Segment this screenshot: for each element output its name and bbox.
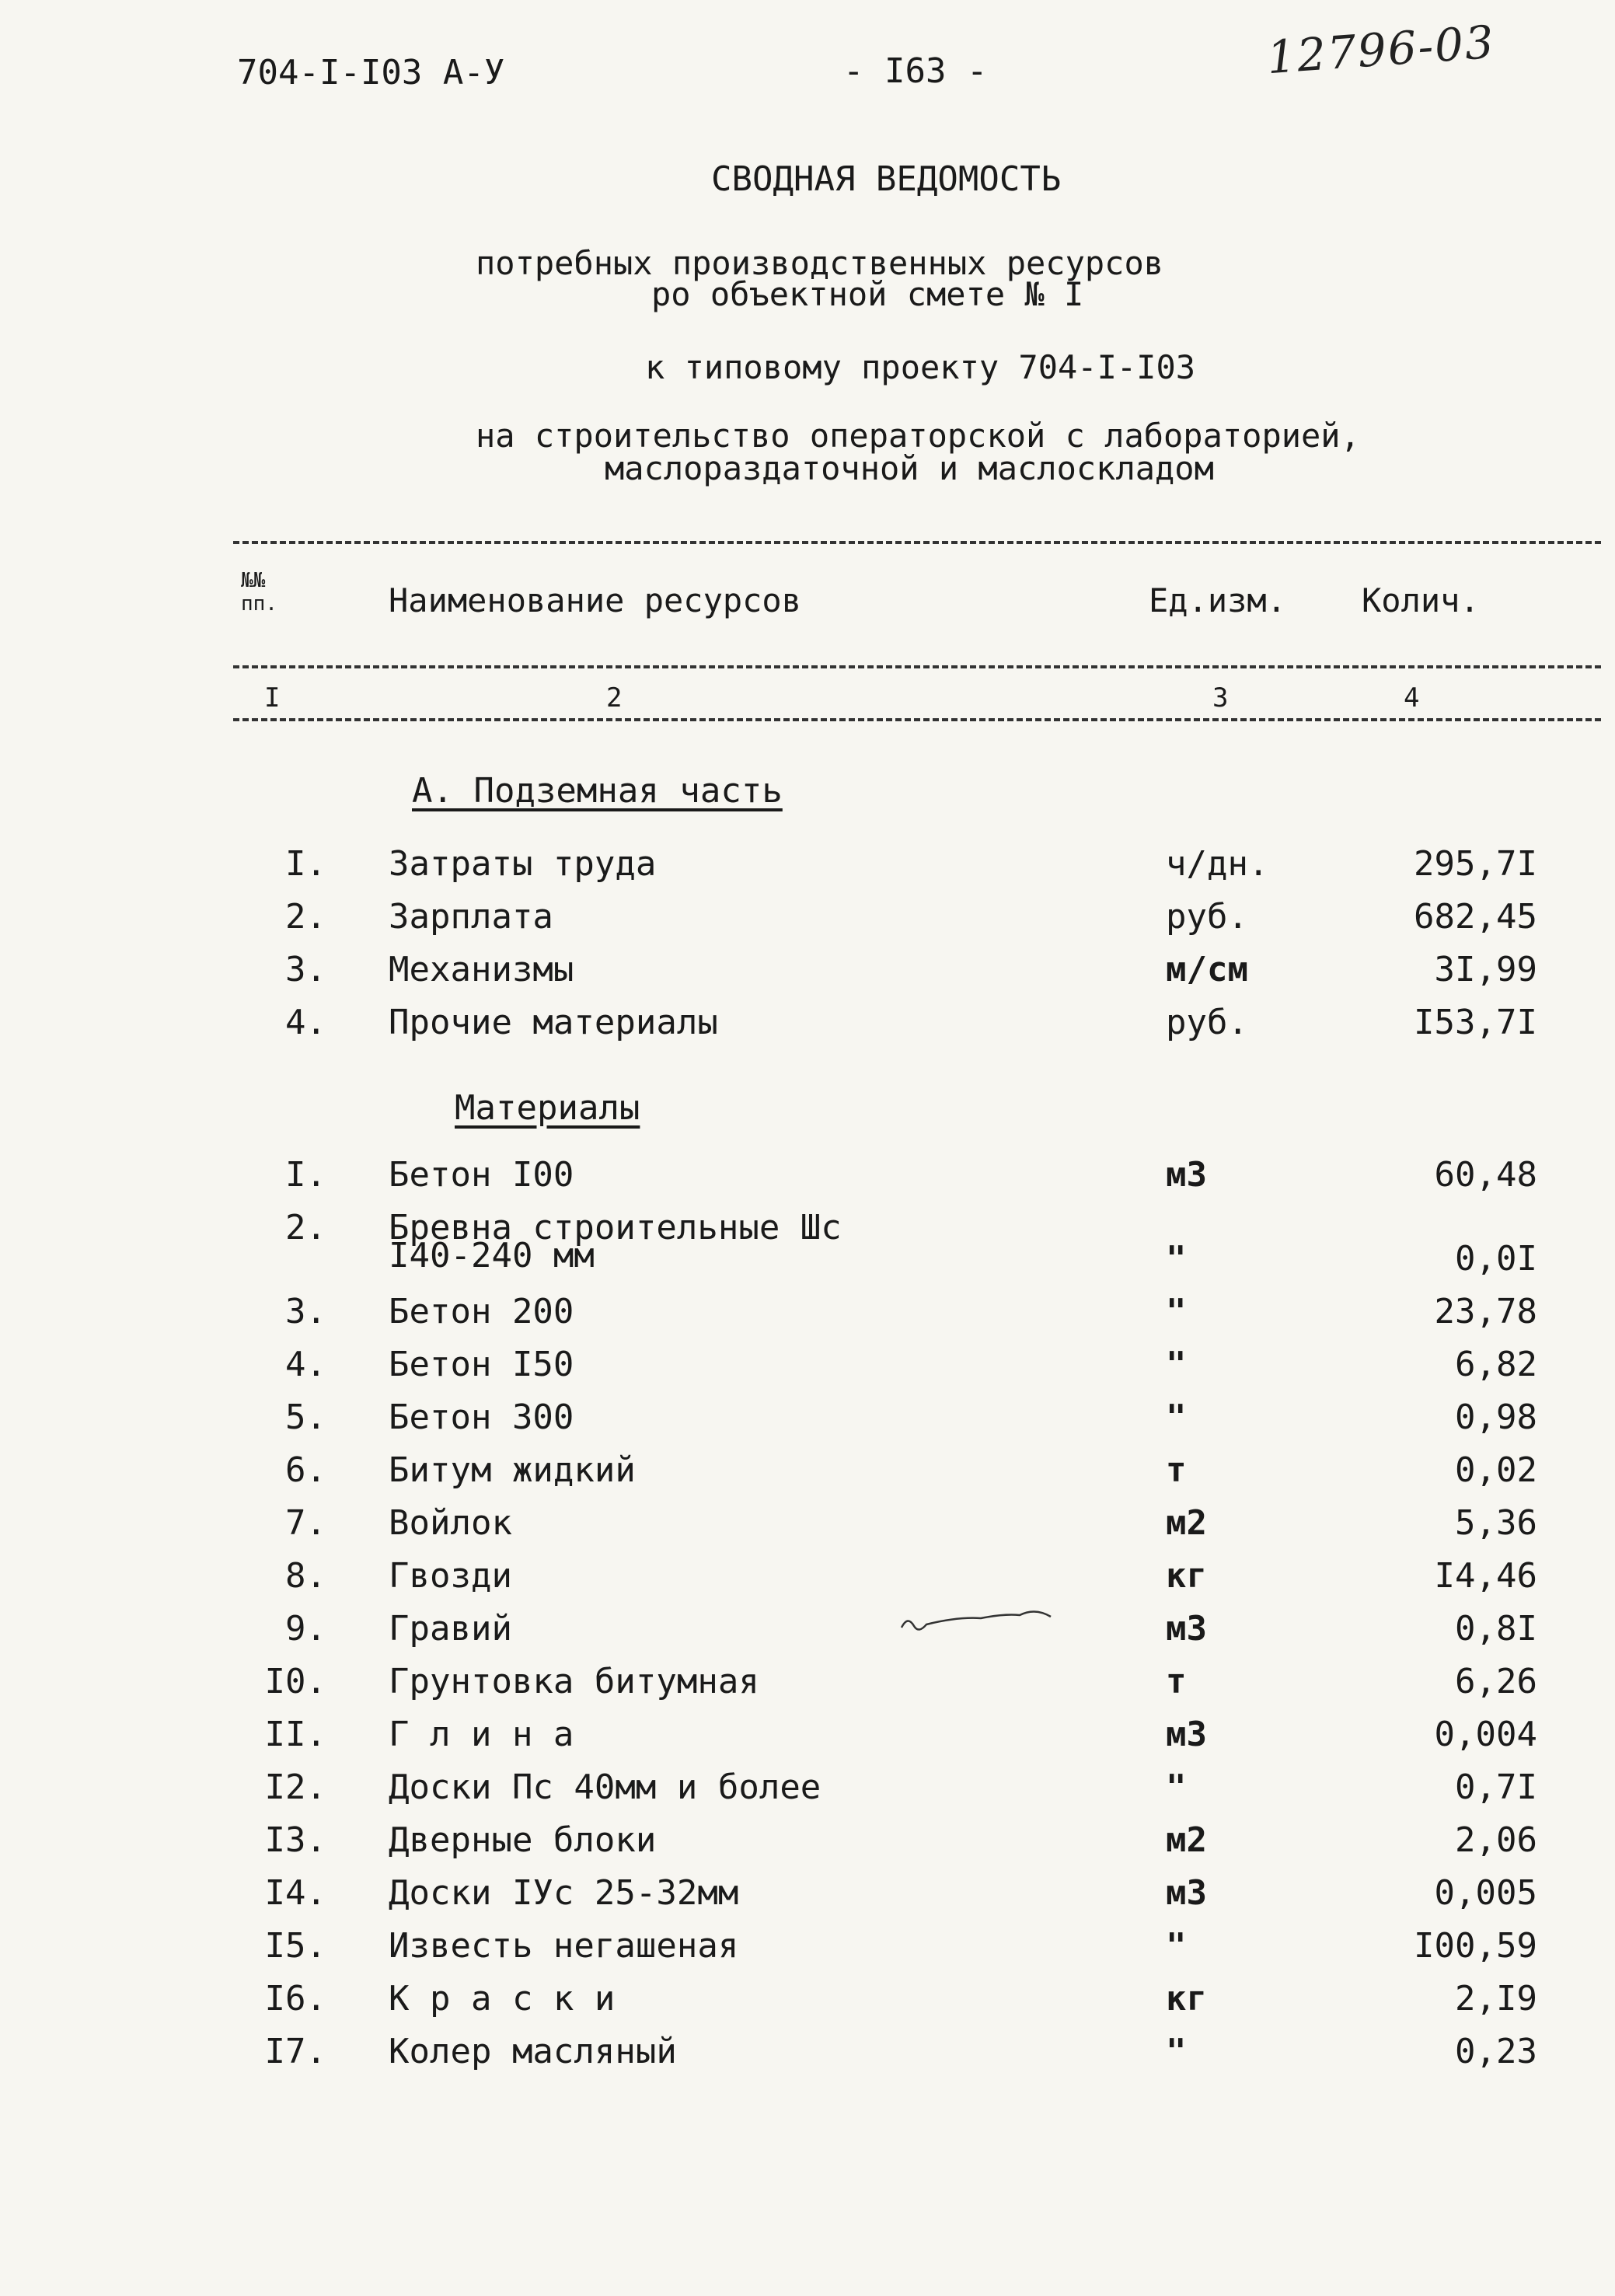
table-row bbox=[0, 1609, 1615, 1656]
resource-name: Зарплата bbox=[389, 897, 553, 937]
materials-title: Материалы bbox=[455, 1088, 640, 1128]
resource-name: Гравий bbox=[389, 1609, 512, 1649]
unit: кг bbox=[1166, 1556, 1207, 1596]
table-row bbox=[0, 1556, 1615, 1603]
row-number: I. bbox=[285, 844, 326, 884]
header-rule-bottom bbox=[233, 718, 1601, 721]
header-qty: Колич. bbox=[1362, 581, 1480, 619]
header-unit: Ед.изм. bbox=[1149, 581, 1287, 619]
resource-name: Известь негашеная bbox=[389, 1926, 739, 1966]
quantity: 0,005 bbox=[1434, 1873, 1537, 1913]
resource-name: К р а с к и bbox=[389, 1979, 616, 2019]
table-row bbox=[0, 1767, 1615, 1814]
quantity: 60,48 bbox=[1434, 1155, 1537, 1195]
resource-name: Г л и н а bbox=[389, 1715, 574, 1754]
title-line-2: ро объектной смете № I bbox=[651, 275, 1084, 313]
unit: м3 bbox=[1166, 1609, 1207, 1649]
resource-name: Войлок bbox=[389, 1503, 512, 1543]
handwritten-number: 12796-03 bbox=[1264, 15, 1497, 85]
header-rule-middle bbox=[233, 665, 1601, 668]
quantity: 0,23 bbox=[1455, 2032, 1537, 2071]
unit: м3 bbox=[1166, 1873, 1207, 1913]
table-row bbox=[0, 897, 1615, 944]
table-row bbox=[0, 1503, 1615, 1550]
quantity: 2,06 bbox=[1455, 1820, 1537, 1860]
unit: ч/дн. bbox=[1166, 844, 1269, 884]
unit: " bbox=[1166, 2032, 1187, 2071]
table-row bbox=[0, 2032, 1615, 2078]
resource-name: Гвозди bbox=[389, 1556, 512, 1596]
table-row bbox=[0, 1292, 1615, 1338]
table-row bbox=[0, 1397, 1615, 1444]
header-rule-top bbox=[233, 541, 1601, 544]
unit: кг bbox=[1166, 1979, 1207, 2019]
row-number: I3. bbox=[264, 1820, 326, 1860]
title-line-4: на строительство операторской с лабораторией, bbox=[476, 417, 1360, 455]
row-number: 4. bbox=[285, 1345, 326, 1384]
row-number: 3. bbox=[285, 1292, 326, 1331]
resource-name: Колер масляный bbox=[389, 2032, 677, 2071]
unit: " bbox=[1166, 1345, 1187, 1384]
resource-name: Прочие материалы bbox=[389, 1003, 718, 1042]
quantity: 0,98 bbox=[1455, 1397, 1537, 1437]
row-number: I6. bbox=[264, 1979, 326, 2019]
section-a-title: А. Подземная часть bbox=[412, 771, 783, 811]
resource-name: Грунтовка битумная bbox=[389, 1662, 759, 1701]
resource-name: Бетон I00 bbox=[389, 1155, 574, 1195]
row-number: I. bbox=[285, 1155, 326, 1195]
resource-name: Доски IУс 25-32мм bbox=[389, 1873, 739, 1913]
title-line-5: маслораздаточной и маслоскладом bbox=[605, 449, 1214, 487]
quantity: 0,7I bbox=[1455, 1767, 1537, 1807]
row-number: I2. bbox=[264, 1767, 326, 1807]
title-line-3: к типовому проекту 704-I-I03 bbox=[645, 348, 1196, 386]
resource-name: Бетон 300 bbox=[389, 1397, 574, 1437]
table-row bbox=[0, 1979, 1615, 2026]
table-row bbox=[0, 950, 1615, 996]
unit: м2 bbox=[1166, 1820, 1207, 1860]
resource-name-continued: I40-240 мм bbox=[389, 1236, 595, 1275]
quantity: 6,82 bbox=[1455, 1345, 1537, 1384]
quantity: 6,26 bbox=[1455, 1662, 1537, 1701]
unit: " bbox=[1166, 1239, 1187, 1279]
unit: т bbox=[1166, 1450, 1187, 1490]
table-row bbox=[0, 1820, 1615, 1867]
row-number: 4. bbox=[285, 1003, 326, 1042]
table-row bbox=[0, 1155, 1615, 1202]
project-code: 704-I-I03 А-У bbox=[237, 53, 505, 92]
table-row bbox=[0, 1662, 1615, 1708]
table-row bbox=[0, 1208, 1615, 1279]
quantity: 682,45 bbox=[1414, 897, 1537, 937]
unit: руб. bbox=[1166, 1003, 1248, 1042]
col-index-2: 2 bbox=[606, 682, 623, 714]
unit: руб. bbox=[1166, 897, 1248, 937]
quantity: 3I,99 bbox=[1434, 950, 1537, 989]
row-number: 5. bbox=[285, 1397, 326, 1437]
header-name: Наименование ресурсов bbox=[389, 581, 802, 619]
unit: м/см bbox=[1166, 950, 1248, 989]
row-number: 3. bbox=[285, 950, 326, 989]
resource-name: Бревна строительные Шс bbox=[389, 1208, 842, 1247]
unit: " bbox=[1166, 1767, 1187, 1807]
row-number: I5. bbox=[264, 1926, 326, 1966]
table-row bbox=[0, 1926, 1615, 1973]
unit: м3 bbox=[1166, 1715, 1207, 1754]
resource-name: Бетон 200 bbox=[389, 1292, 574, 1331]
row-number: 8. bbox=[285, 1556, 326, 1596]
row-number: 6. bbox=[285, 1450, 326, 1490]
resource-name: Бетон I50 bbox=[389, 1345, 574, 1384]
unit: м3 bbox=[1166, 1155, 1207, 1195]
quantity: 0,004 bbox=[1434, 1715, 1537, 1754]
row-number: I0. bbox=[264, 1662, 326, 1701]
table-row bbox=[0, 1345, 1615, 1391]
table-row bbox=[0, 1003, 1615, 1049]
pen-squiggle bbox=[894, 1609, 1065, 1640]
quantity: I00,59 bbox=[1414, 1926, 1537, 1966]
quantity: 23,78 bbox=[1434, 1292, 1537, 1331]
row-number: 2. bbox=[285, 1208, 326, 1247]
quantity: 5,36 bbox=[1455, 1503, 1537, 1543]
quantity: I53,7I bbox=[1414, 1003, 1537, 1042]
quantity: I4,46 bbox=[1434, 1556, 1537, 1596]
resource-name: Доски Пс 40мм и более bbox=[389, 1767, 821, 1807]
resource-name: Битум жидкий bbox=[389, 1450, 636, 1490]
quantity: 0,0I bbox=[1455, 1239, 1537, 1279]
quantity: 295,7I bbox=[1414, 844, 1537, 884]
table-row bbox=[0, 1450, 1615, 1497]
row-number: I4. bbox=[264, 1873, 326, 1913]
document-title: СВОДНАЯ ВЕДОМОСТЬ bbox=[711, 159, 1062, 199]
unit: т bbox=[1166, 1662, 1187, 1701]
resource-name: Механизмы bbox=[389, 950, 574, 989]
page-number: - I63 - bbox=[843, 51, 988, 91]
table-row bbox=[0, 1715, 1615, 1761]
unit: " bbox=[1166, 1397, 1187, 1437]
unit: " bbox=[1166, 1292, 1187, 1331]
quantity: 0,02 bbox=[1455, 1450, 1537, 1490]
quantity: 0,8I bbox=[1455, 1609, 1537, 1649]
unit: " bbox=[1166, 1926, 1187, 1966]
col-index-4: 4 bbox=[1404, 682, 1420, 714]
col-index-3: 3 bbox=[1212, 682, 1229, 714]
row-number: II. bbox=[264, 1715, 326, 1754]
resource-name: Затраты труда bbox=[389, 844, 657, 884]
row-number: 7. bbox=[285, 1503, 326, 1543]
title-line-1: потребных производственных ресурсов bbox=[476, 244, 1164, 282]
quantity: 2,I9 bbox=[1455, 1979, 1537, 2019]
unit: м2 bbox=[1166, 1503, 1207, 1543]
header-num: №№ пп. bbox=[241, 569, 277, 616]
row-number: 9. bbox=[285, 1609, 326, 1649]
table-row bbox=[0, 1873, 1615, 1920]
row-number: I7. bbox=[264, 2032, 326, 2071]
table-row bbox=[0, 844, 1615, 891]
row-number: 2. bbox=[285, 897, 326, 937]
col-index-1: I bbox=[264, 682, 281, 714]
resource-name: Дверные блоки bbox=[389, 1820, 657, 1860]
